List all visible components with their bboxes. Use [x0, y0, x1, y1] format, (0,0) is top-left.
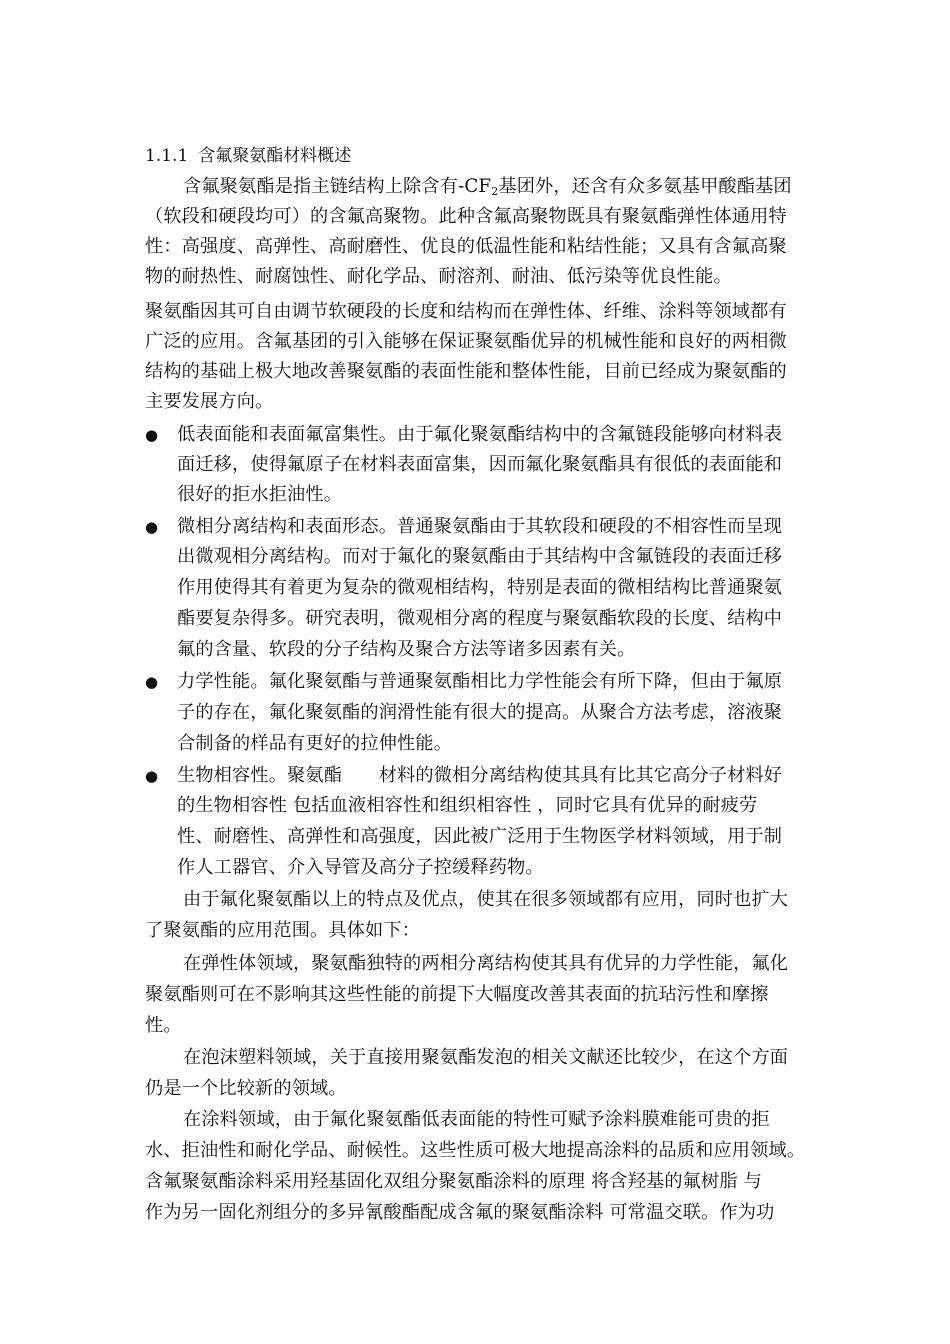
text-line: 聚氨酯因其可自由调节软硬段的长度和结构而在弹性体、纤维、涂料等领域都有 — [145, 301, 787, 322]
text-line: 作为另一固化剂组分的多异氰酸酯配成含氟的聚氨酯涂料 可常温交联。作为功 — [145, 1202, 775, 1223]
text-line: 仍是一个比较新的领域。 — [145, 1078, 347, 1099]
text-line: 性：高强度、高弹性、高耐磨性、优良的低温性能和粘结性能；又具有含氟高聚 — [145, 236, 787, 257]
bullet-marker: ● — [145, 426, 159, 444]
bullet-line: 的生物相容性 包括血液相容性和组织相容性 ，同时它具有优异的耐疲劳 — [177, 795, 758, 816]
text-line: 水、拒油性和耐化学品、耐候性。这些性质可极大地提高涂料的品质和应用领域。 — [145, 1140, 806, 1161]
bullet-marker: ● — [145, 767, 159, 785]
bullet-line: 微相分离结构和表面形态。普通聚氨酯由于其软段和硬段的不相容性而呈现 — [177, 516, 783, 537]
bullet-line: 很好的拒水拒油性。 — [177, 484, 343, 505]
text-line: 聚氨酯则可在不影响其这些性能的前提下大幅度改善其表面的抗玷污性和摩擦 — [145, 984, 769, 1005]
bullet-line: 低表面能和表面氟富集性。由于氟化聚氨酯结构中的含氟链段能够向材料表 — [177, 424, 783, 445]
bullet-marker: ● — [145, 673, 159, 691]
section-heading — [145, 144, 351, 168]
bullet-line: 酯要复杂得多。研究表明，微观相分离的程度与聚氨酯软段的长度、结构中 — [177, 608, 783, 629]
text-line: 广泛的应用。含氟基团的引入能够在保证聚氨酯优异的机械性能和良好的两相微 — [145, 331, 787, 352]
bullet-line: 力学性能。氟化聚氨酯与普通聚氨酯相比力学性能会有所下降，但由于氟原 — [177, 671, 783, 692]
intro-line-1-text: 含氟聚氨酯是指主链结构上除含有-CF — [183, 176, 492, 197]
cf2-subscript: 2 — [491, 185, 499, 198]
bullet-line: 生物相容性。聚氨酯 材料的微相分离结构使其具有比其它高分子材料好 — [177, 765, 783, 786]
bullet-line: 作用使得其有着更为复杂的微观相结构，特别是表面的微相结构比普通聚氨 — [177, 577, 783, 598]
text-line: 性。 — [145, 1015, 182, 1036]
text-line: 在泡沫塑料领域，关于直接用聚氨酯发泡的相关文献还比较少，在这个方面 — [183, 1047, 789, 1068]
bullet-line: 面迁移，使得氟原子在材料表面富集，因而氟化聚氨酯具有很低的表面能和 — [177, 454, 783, 475]
text-line: 物的耐热性、耐腐蚀性、耐化学品、耐溶剂、耐油、低污染等优良性能。 — [145, 266, 732, 287]
section-number: 1.1.1 — [145, 146, 189, 166]
text-line: 主要发展方向。 — [145, 391, 274, 412]
bullet-line: 作人工器官、介入导管及高分子控缓释药物。 — [177, 857, 544, 878]
intro-line-1-text-end: 基团外，还含有众多氨基甲酸酯基团 — [498, 176, 792, 197]
intro-line-1 — [183, 172, 792, 202]
bullet-line: 氟的含量、软段的分子结构及聚合方法等诸多因素有关。 — [177, 639, 636, 660]
bullet-marker: ● — [145, 518, 159, 536]
bullet-line: 合制备的样品有更好的拉伸性能。 — [177, 733, 453, 754]
text-line: 在弹性体领域，聚氨酯独特的两相分离结构使其具有优异的力学性能，氟化 — [183, 953, 789, 974]
text-line: （软段和硬段均可）的含氟高聚物。此种含氟高聚物既具有聚氨酯弹性体通用特 — [145, 206, 787, 227]
bullet-line: 子的存在，氟化聚氨酯的润滑性能有很大的提高。从聚合方法考虑，溶液聚 — [177, 702, 783, 723]
text-line: 在涂料领域，由于氟化聚氨酯低表面能的特性可赋予涂料膜难能可贵的拒 — [183, 1109, 770, 1130]
text-line: 了聚氨酯的应用范围。具体如下： — [145, 920, 421, 941]
section-title: 含氟聚氨酯材料概述 — [198, 146, 352, 166]
text-line: 结构的基础上极大地改善聚氨酯的表面性能和整体性能，目前已经成为聚氨酯的 — [145, 361, 787, 382]
bullet-line: 性、耐磨性、高弹性和高强度，因此被广泛用于生物医学材料领域，用于制 — [177, 826, 783, 847]
text-line: 由于氟化聚氨酯以上的特点及优点，使其在很多领域都有应用，同时也扩大 — [183, 889, 789, 910]
bullet-line: 出微观相分离结构。而对于氟化的聚氨酯由于其结构中含氟链段的表面迁移 — [177, 546, 783, 567]
text-line: 含氟聚氨酯涂料采用羟基固化双组分聚氨酯涂料的原理 将含羟基的氟树脂 与 — [145, 1171, 763, 1192]
